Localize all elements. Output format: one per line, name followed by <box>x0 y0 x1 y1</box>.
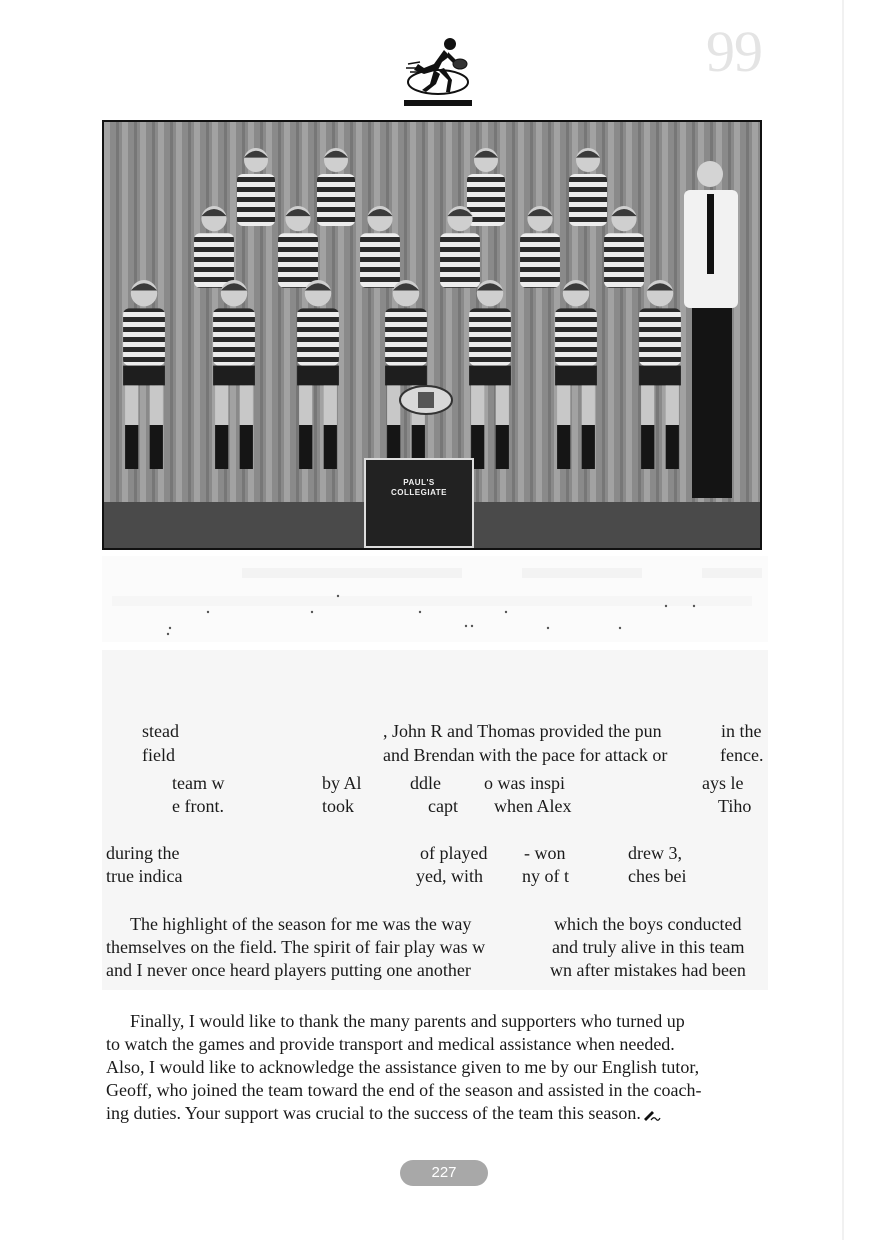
text-fragment: o was inspi <box>484 773 565 793</box>
text-fragment: and I never once heard players putting one another <box>106 960 471 980</box>
text-fragment: capt <box>428 796 458 816</box>
paragraph-line: to watch the games and provide transport and medical assistance when needed. <box>106 1034 675 1054</box>
text-fragment: themselves on the field. The spirit of fair play was w <box>106 937 486 957</box>
paragraph-line-text: ing duties. Your support was crucial to the success of the team this season. <box>106 1103 641 1123</box>
text-fragment: yed, with <box>416 866 483 886</box>
paragraph-line: Geoff, who joined the team toward the end of the season and assisted in the coach- <box>106 1080 702 1100</box>
text-fragment: drew 3, <box>628 843 682 863</box>
text-fragment: e front. <box>172 796 224 816</box>
rugby-player-logo-icon <box>404 34 472 106</box>
text-fragment: in the <box>721 721 762 741</box>
team-photo <box>102 120 762 550</box>
text-fragment: stead <box>142 721 179 741</box>
coach <box>684 161 738 498</box>
text-fragment: team w <box>172 773 225 793</box>
logo-underline <box>404 100 472 106</box>
trophy-shield <box>400 386 452 414</box>
text-fragment: and truly alive in this team <box>552 937 745 957</box>
text-fragment: and Brendan with the pace for attack or <box>383 745 668 765</box>
text-fragment: by Al <box>322 773 362 793</box>
caption-specks <box>102 556 768 642</box>
text-fragment: , John R and Thomas provided the pun <box>383 721 662 741</box>
faint-header-text <box>562 40 702 58</box>
text-fragment: - won <box>524 843 566 863</box>
paragraph-line: Finally, I would like to thank the many parents and supporters who turned up <box>130 1011 685 1031</box>
text-fragment: ny of t <box>522 866 569 886</box>
text-fragment: true indica <box>106 866 183 886</box>
pen-signature-icon <box>643 1109 661 1121</box>
text-fragment: wn after mistakes had been <box>550 960 746 980</box>
text-fragment: which the boys conducted <box>554 914 742 934</box>
sign-text: PAUL'S COLLEGIATE <box>391 478 447 497</box>
closing-paragraph <box>106 1010 772 1125</box>
text-fragment: ddle <box>410 773 441 793</box>
faded-caption <box>102 556 768 642</box>
text-fragment: fence. <box>720 745 764 765</box>
text-fragment: took <box>322 796 355 816</box>
paragraph-last-line <box>106 1102 772 1125</box>
text-fragment: ches bei <box>628 866 687 886</box>
text-fragment: when Alex <box>494 796 572 816</box>
year-watermark: 99 <box>706 19 762 84</box>
text-fragment: field <box>142 745 175 765</box>
page-edge <box>842 0 844 1240</box>
text-fragment: The highlight of the season for me was the way <box>130 914 472 934</box>
school-sign <box>364 458 474 548</box>
page-number: 227 <box>400 1160 488 1186</box>
text-fragment: ays le <box>702 773 744 793</box>
text-fragment: Tiho <box>718 796 752 816</box>
text-fragment: during the <box>106 843 180 863</box>
text-fragment: of played <box>420 843 488 863</box>
paragraph-line: Also, I would like to acknowledge the assistance given to me by our English tutor, <box>106 1057 700 1077</box>
